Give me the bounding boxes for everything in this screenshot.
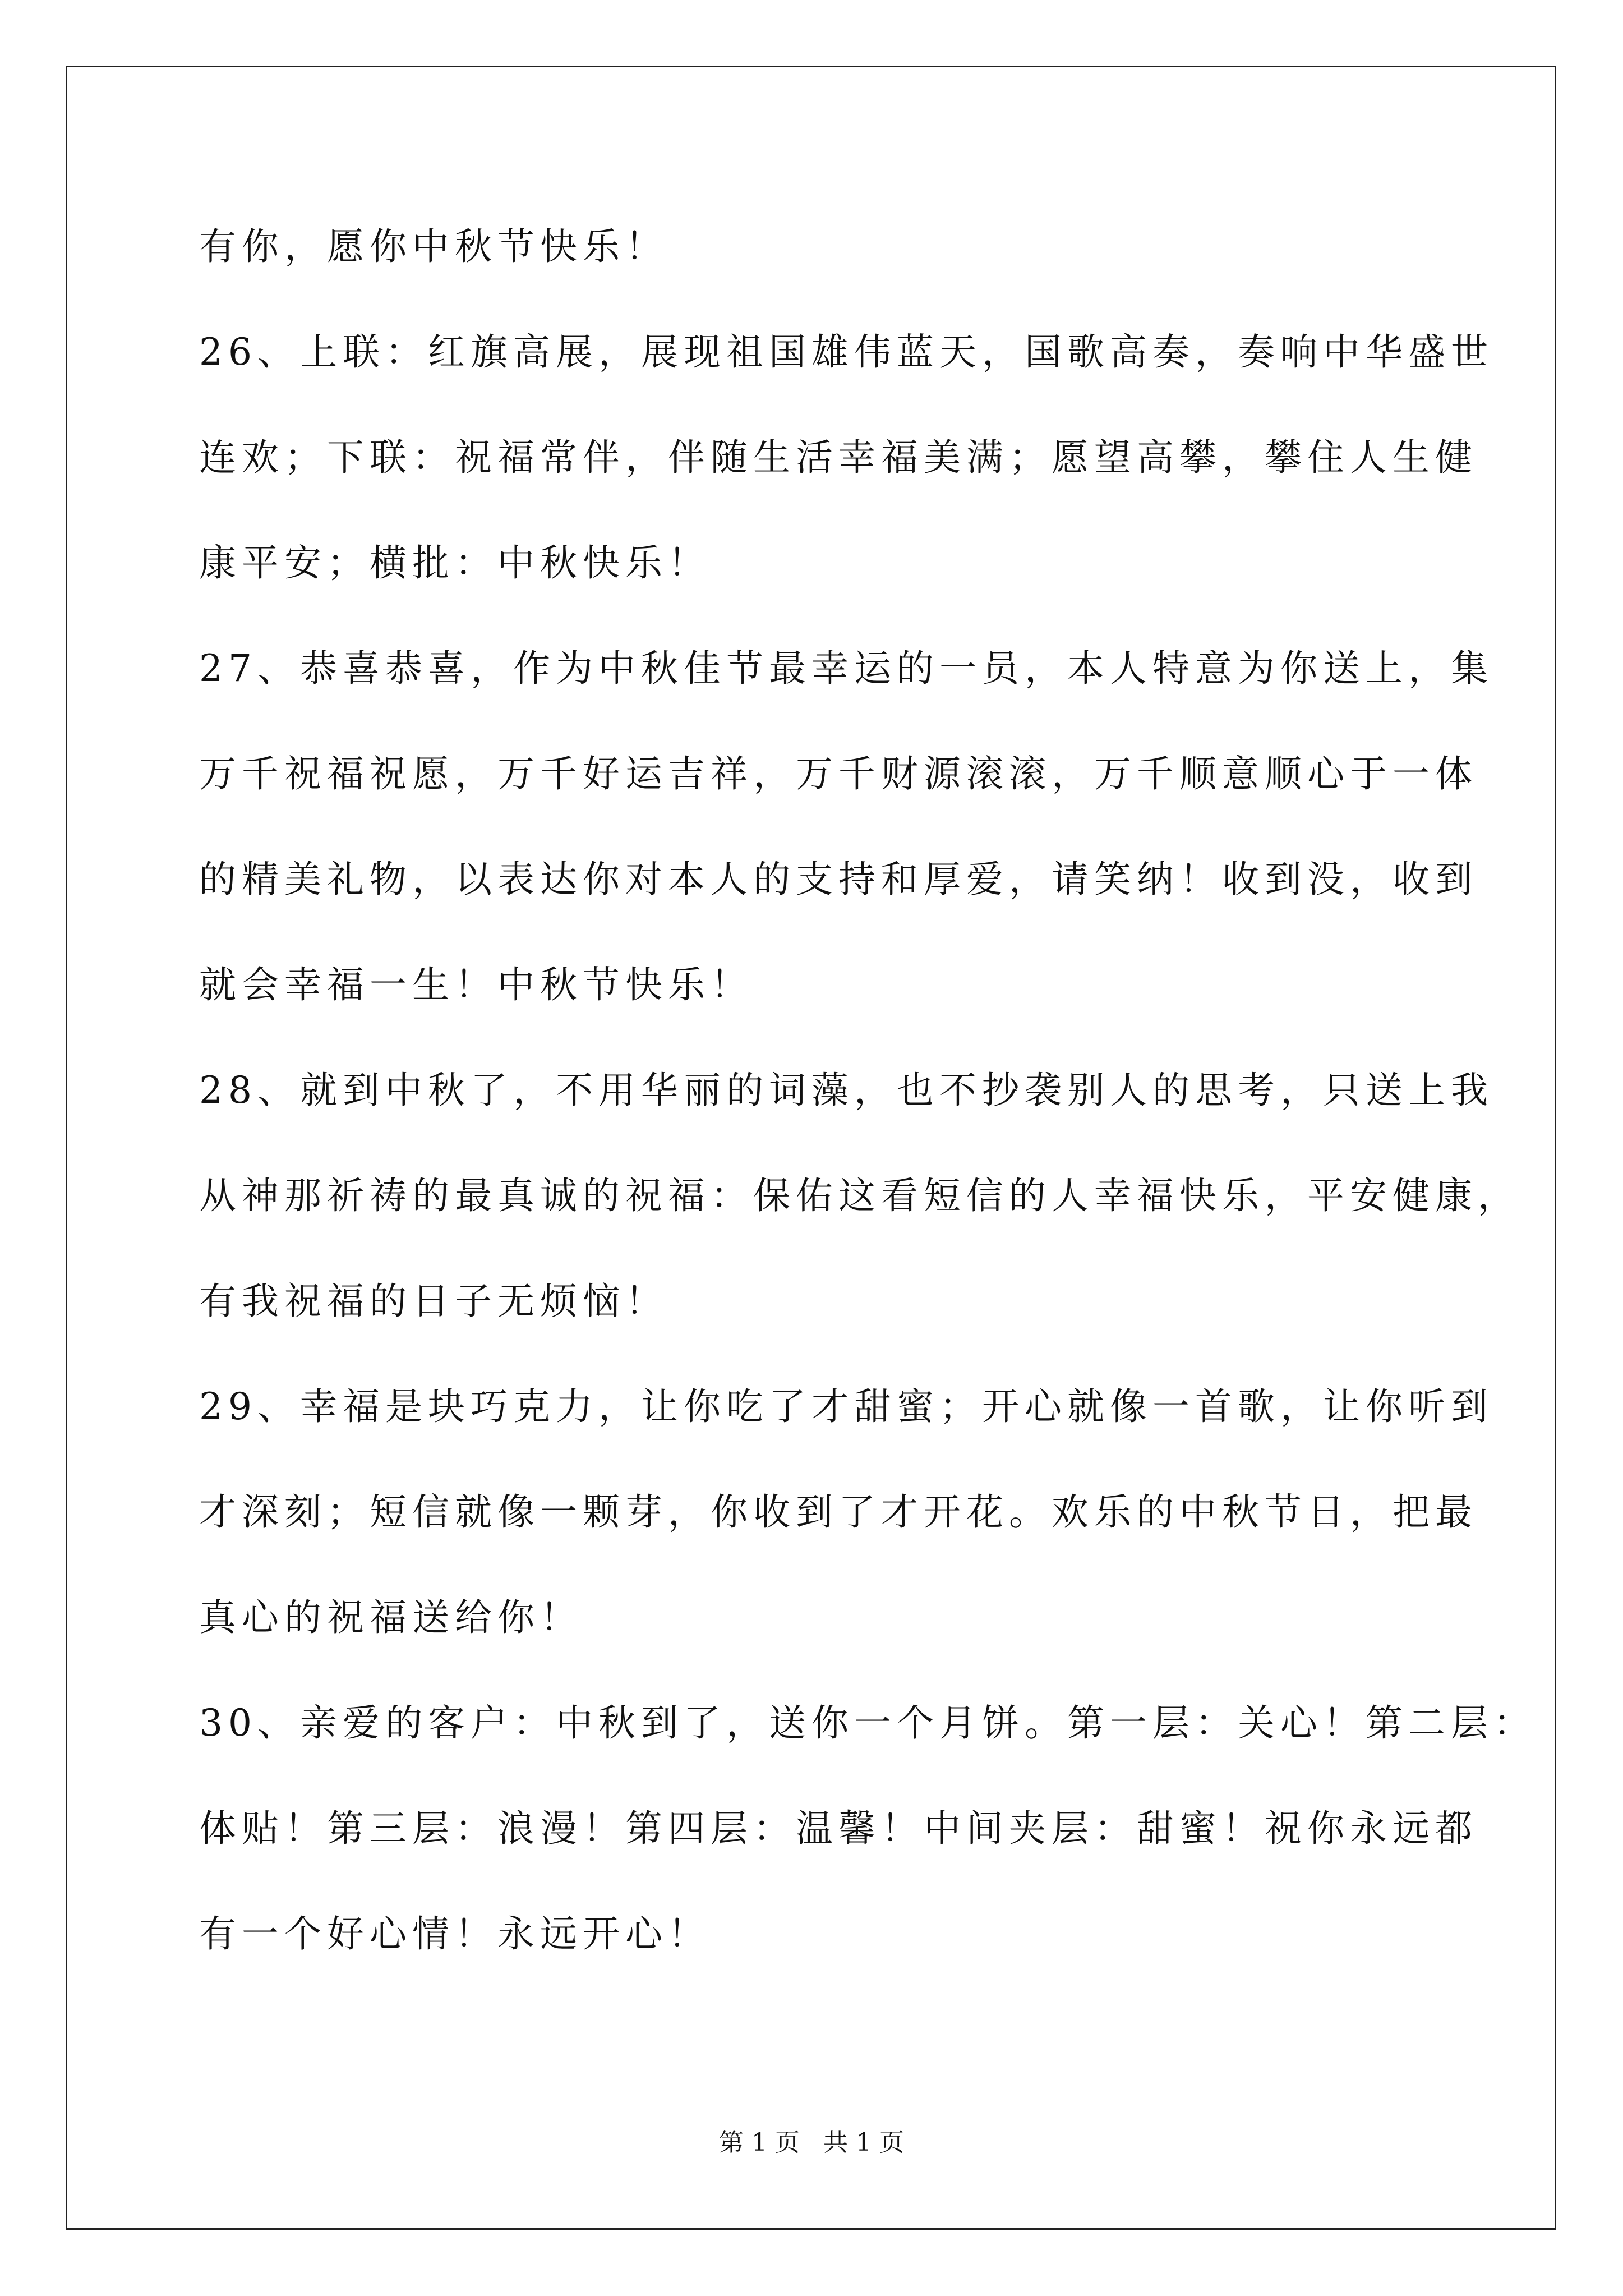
text-line: 连欢；下联：祝福常伴，伴随生活幸福美满；愿望高攀，攀住人生健 (199, 436, 1478, 479)
text-line: 万千祝福祝愿，万千好运吉祥，万千财源滚滚，万千顺意顺心于一体 (199, 752, 1478, 795)
text-line: 体贴！第三层：浪漫！第四层：温馨！中间夹层：甜蜜！祝你永远都 (199, 1807, 1478, 1850)
text-line: 有一个好心情！永远开心！ (199, 1912, 711, 1955)
page-footer: 第 1 页 共 1 页 (719, 2128, 904, 2157)
text-line: 27、恭喜恭喜，作为中秋佳节最幸运的一员，本人特意为你送上，集 (199, 647, 1493, 690)
text-line: 30、亲爱的客户：中秋到了，送你一个月饼。第一层：关心！第二层： (199, 1701, 1536, 1745)
text-line: 从神那祈祷的最真诚的祝福：保佑这看短信的人幸福快乐，平安健康， (199, 1174, 1520, 1217)
text-line: 的精美礼物，以表达你对本人的支持和厚爱，请笑纳！收到没，收到 (199, 858, 1478, 901)
text-line: 才深刻；短信就像一颗芽，你收到了才开花。欢乐的中秋节日，把最 (199, 1490, 1478, 1534)
text-line: 康平安；横批：中秋快乐！ (199, 541, 711, 585)
text-line: 有你，愿你中秋节快乐！ (199, 225, 668, 268)
text-line: 28、就到中秋了，不用华丽的词藻，也不抄袭别人的思考，只送上我 (199, 1069, 1493, 1112)
text-line: 有我祝福的日子无烦恼！ (199, 1280, 668, 1323)
text-line: 真心的祝福送给你！ (199, 1596, 583, 1639)
text-line: 26、上联：红旗高展，展现祖国雄伟蓝天，国歌高奏，奏响中华盛世 (199, 330, 1493, 374)
text-line: 就会幸福一生！中秋节快乐！ (199, 963, 753, 1006)
document-body (199, 213, 1536, 2006)
text-line: 29、幸福是块巧克力，让你吃了才甜蜜；开心就像一首歌，让你听到 (199, 1385, 1493, 1428)
